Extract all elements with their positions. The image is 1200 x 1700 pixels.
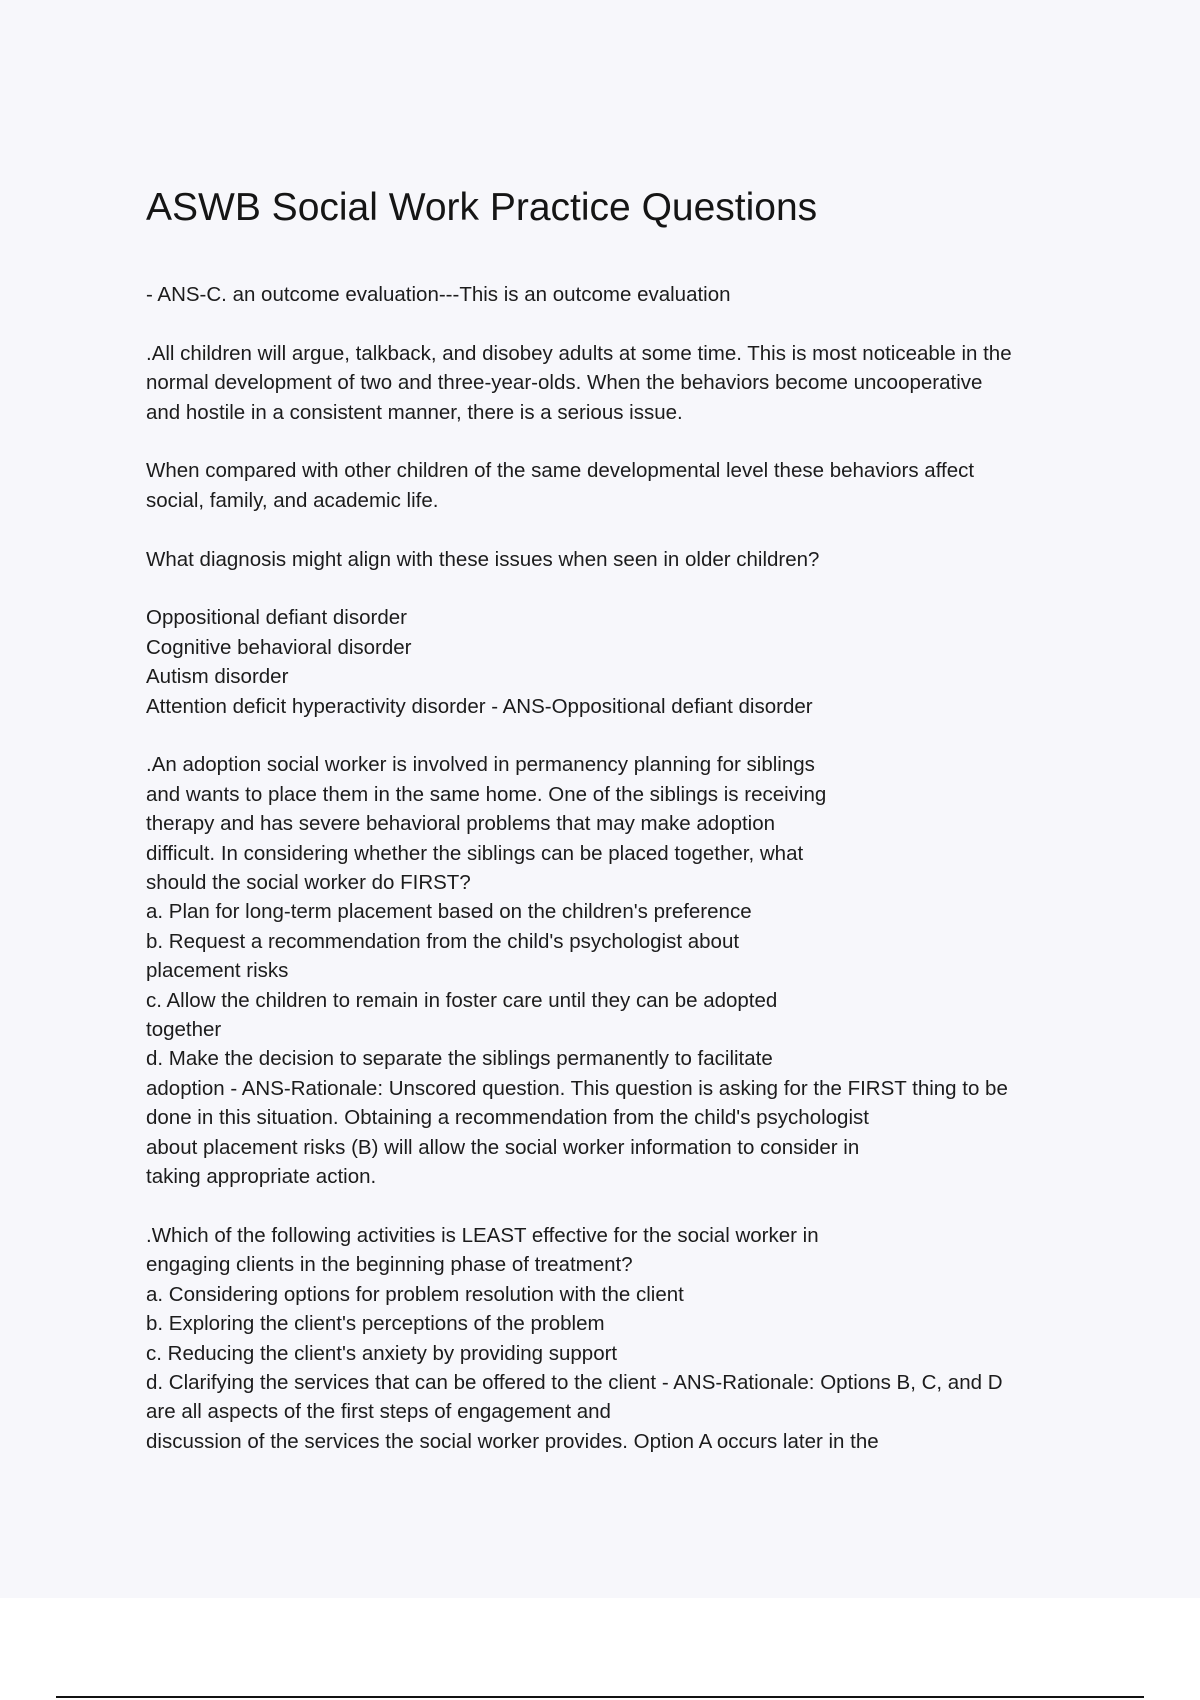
paragraph xyxy=(146,339,1106,427)
text-line: c. Reducing the client's anxiety by providing support xyxy=(146,1341,618,1365)
footer-divider xyxy=(56,1696,1144,1698)
text-line: normal development of two and three-year-olds. When the behaviors become uncooperative xyxy=(146,371,983,395)
document-body xyxy=(146,280,1106,1456)
text-line: and wants to place them in the same home. One of the siblings is receiving xyxy=(146,782,827,806)
text-line: about placement risks (B) will allow the social worker information to consider in xyxy=(146,1135,860,1159)
text-line: d. Make the decision to separate the siblings permanently to facilitate xyxy=(146,1047,773,1071)
text-line: .All children will argue, talkback, and disobey adults at some time. This is most noticeable in the xyxy=(146,341,1012,365)
text-line: Attention deficit hyperactivity disorder - ANS-Oppositional defiant disorder xyxy=(146,694,813,718)
text-line: Oppositional defiant disorder xyxy=(146,606,407,630)
text-line: done in this situation. Obtaining a recommendation from the child's psychologist xyxy=(146,1106,869,1130)
text-line: social, family, and academic life. xyxy=(146,488,439,512)
text-line: discussion of the services the social worker provides. Option A occurs later in the xyxy=(146,1429,879,1453)
text-line: are all aspects of the first steps of engagement and xyxy=(146,1400,611,1424)
text-line: together xyxy=(146,1018,222,1042)
text-line: taking appropriate action. xyxy=(146,1165,377,1189)
text-line: adoption - ANS-Rationale: Unscored question. This question is asking for the FIRST thing to be xyxy=(146,1076,1008,1100)
text-line: engaging clients in the beginning phase of treatment? xyxy=(146,1253,633,1277)
paragraph xyxy=(146,603,1106,721)
text-line: c. Allow the children to remain in foster care until they can be adopted xyxy=(146,988,778,1012)
document-content xyxy=(146,180,1106,1486)
text-line: - ANS-C. an outcome evaluation---This is an outcome evaluation xyxy=(146,283,731,306)
text-line: a. Plan for long-term placement based on the children's preference xyxy=(146,900,752,924)
paragraph xyxy=(146,456,1106,515)
text-line: .An adoption social worker is involved in permanency planning for siblings xyxy=(146,753,815,777)
page-title: ASWB Social Work Practice Questions xyxy=(146,186,818,229)
text-line: .Which of the following activities is LEAST effective for the social worker in xyxy=(146,1223,819,1247)
text-line: placement risks xyxy=(146,959,289,983)
text-line: b. Exploring the client's perceptions of the problem xyxy=(146,1312,605,1336)
text-line: and hostile in a consistent manner, there is a serious issue. xyxy=(146,400,683,424)
text-line: Autism disorder xyxy=(146,665,289,689)
text-line: difficult. In considering whether the siblings can be placed together, what xyxy=(146,841,804,865)
text-line: d. Clarifying the services that can be offered to the client - ANS-Rationale: Options B, C, and D xyxy=(146,1370,1003,1394)
text-line: When compared with other children of the same developmental level these behaviors affect xyxy=(146,459,975,483)
paragraph xyxy=(146,280,1106,309)
text-line: should the social worker do FIRST? xyxy=(146,871,471,895)
text-line: Cognitive behavioral disorder xyxy=(146,635,412,659)
text-line: a. Considering options for problem resolution with the client xyxy=(146,1282,684,1306)
text-line: b. Request a recommendation from the child's psychologist about xyxy=(146,929,740,953)
paragraph xyxy=(146,1221,1106,1456)
text-line: therapy and has severe behavioral problems that may make adoption xyxy=(146,812,776,836)
paragraph xyxy=(146,545,1106,574)
text-line: What diagnosis might align with these issues when seen in older children? xyxy=(146,547,820,571)
paragraph xyxy=(146,750,1106,1191)
